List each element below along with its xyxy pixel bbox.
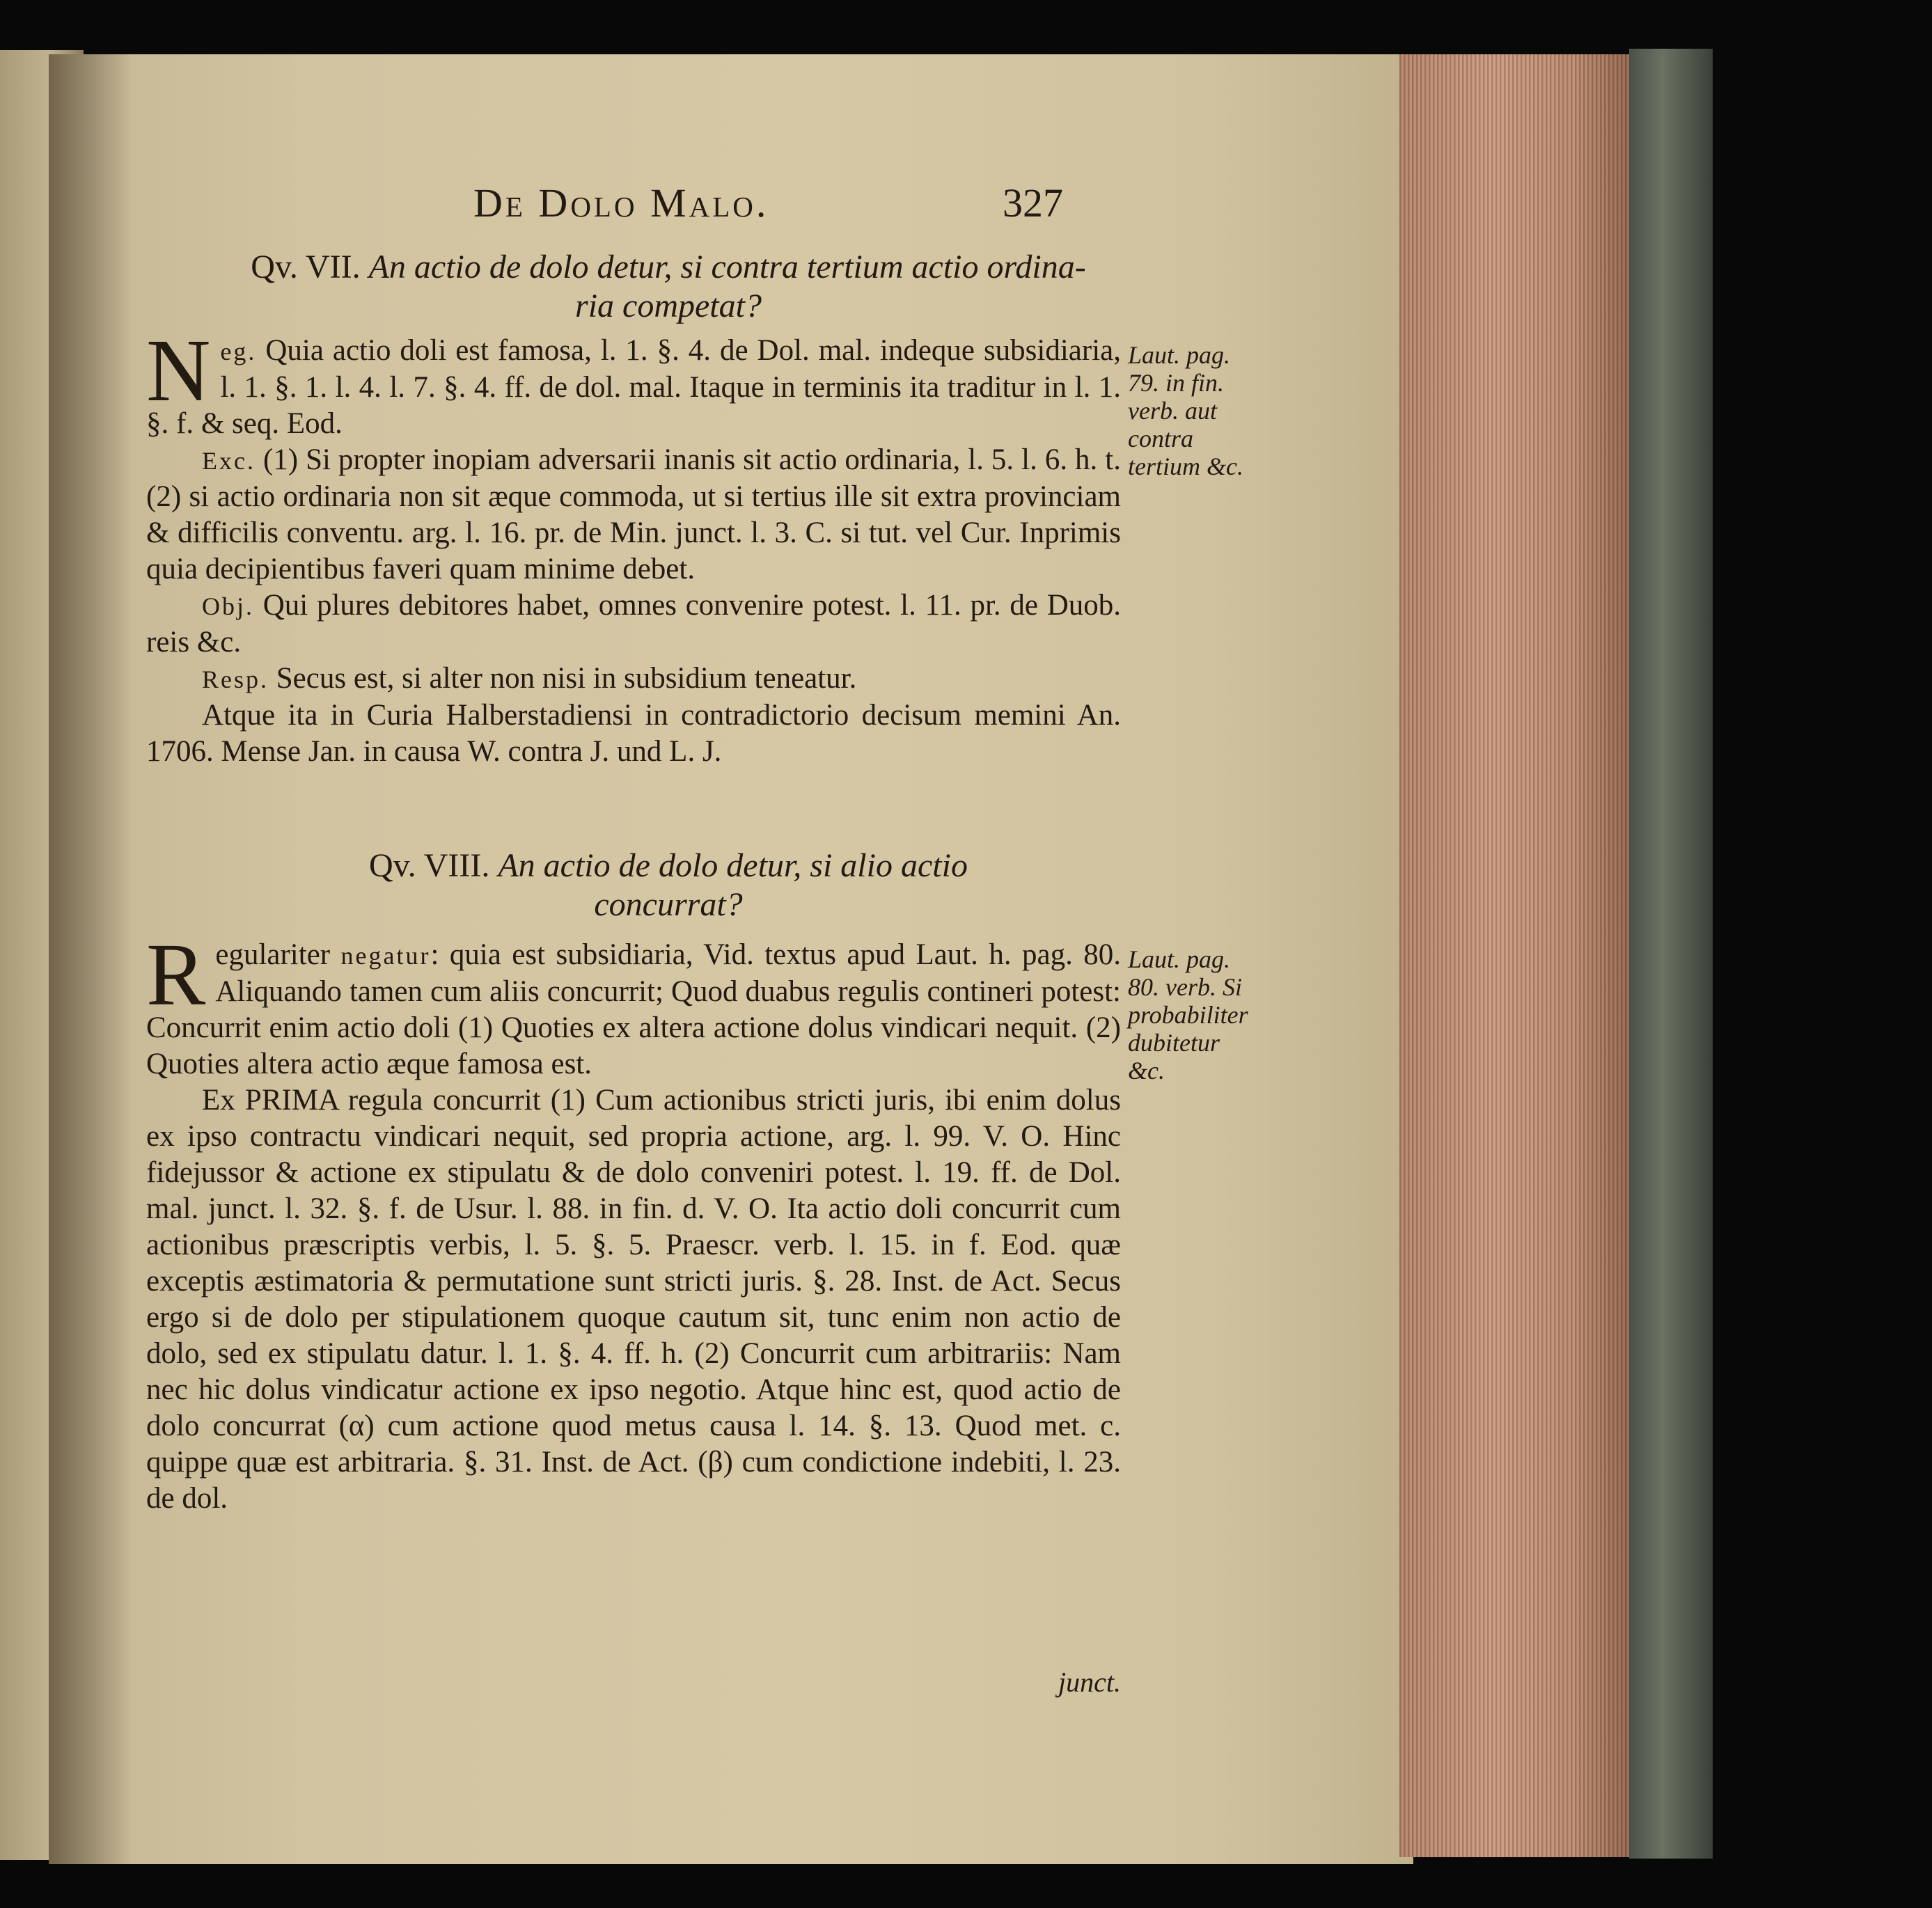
- exc-label: Exc.: [202, 447, 256, 475]
- question-8-label: Qv. VIII.: [369, 847, 490, 884]
- resp-paragraph: [146, 661, 1121, 697]
- running-head: [146, 180, 1413, 242]
- obj-label: Obj.: [202, 592, 254, 620]
- obj-text: Qui plures debitores habet, omnes convenire potest. l. 11. pr. de Duob. reis &c.: [146, 589, 1121, 659]
- resp-text: Secus est, si alter non nisi in subsidium teneatur.: [269, 662, 857, 695]
- exc-text: (1) Si propter inopiam adversarii inanis sit actio ordinaria, l. 5. l. 6. h. t. (2) si actio ordinaria non sit æque commoda, ut si tertius ille sit extra provinciam & difficilis conventu. arg. l. 16. pr. de Min. junct. l. 3. C. si tut. vel Cur. Inprimis quia decipientibus faveri quam minime debet.: [146, 443, 1121, 585]
- question-8-heading: [146, 846, 1191, 924]
- page-fore-edge: [1399, 54, 1629, 1857]
- question-8-body: [146, 925, 1121, 1517]
- question-7-title-line2: ria competat?: [575, 287, 762, 324]
- page-gutter-shadow: [49, 54, 132, 1864]
- resp-label: Resp.: [202, 665, 269, 693]
- running-title: De Dolo Malo.: [473, 180, 769, 226]
- q8-paragraph-2: Ex PRIMA regula concurrit (1) Cum actionibus stricti juris, ibi enim dolus ex ipso contractu vindicari nequit, sed propria actione, arg. l. 99. V. O. Hinc fidejussor & actione ex stipulatu & de dolo conveniri potest. l. 19. ff. de Dol. mal. junct. l. 32. §. f. de Usur. l. 88. in fin. d. V. O. Ita actio doli concurrit cum actionibus præscriptis verbis, l. 5. §. 5. Praescr. verb. l. 15. in f. Eod. quæ exceptis æstimatoria & permutatione sunt stricti juris. §. 28. Inst. de Act. Secus ergo si de dolo per stipulationem quoque cautum sit, tunc enim non actio de dolo, sed ex stipulatu datur. l. 1. §. 4. ff. h. (2) Concurrit cum arbitrariis: Nam nec hic dolus vindicatur actione ex ipso negotio. Atque hinc est, quod actio de dolo concurrat (α) cum actione quod metus causa l. 14. §. 13. Quod met. c. quippe quæ est arbitraria. §. 31. Inst. de Act. (β) cum condictione indebiti, l. 23. de dol.: [146, 1084, 1121, 1515]
- dropcap-r: R: [146, 925, 206, 1024]
- question-7-body: [146, 321, 1121, 770]
- margin-note-1: Laut. pag. 79. in fin. verb. aut contra tertium &c.: [1128, 341, 1243, 480]
- neg-paragraph: [146, 321, 1121, 442]
- q8-paragraph-1: [146, 925, 1121, 1082]
- q8-para1-start: egulariter: [215, 938, 341, 971]
- text-block: [146, 54, 1413, 1864]
- catchword: junct.: [1058, 1666, 1121, 1698]
- book-page: [49, 54, 1413, 1864]
- q8-para1-rest: : quia est subsidiaria, Vid. textus apud Laut. h. pag. 80. Aliquando tamen cum aliis concurrit; Quod duabus regulis contineri potest: Concurrit enim actio doli (1) Quoties ex altera actione dolus vindicari nequit. (2) Quoties altera actio æque famosa est.: [146, 938, 1121, 1080]
- dropcap-n: N: [146, 321, 211, 420]
- page-number: 327: [1003, 180, 1063, 226]
- book-binding: [1629, 49, 1713, 1859]
- neg-label: eg.: [220, 338, 257, 365]
- exc-paragraph: [146, 442, 1121, 588]
- question-8-title-line2: concurrat?: [594, 886, 743, 923]
- neg-text: Quia actio doli est famosa, l. 1. §. 4. de Dol. mal. indeque subsidiaria, l. 1. §. 1. l. 4. l. 7. §. 4. ff. de dol. mal. Itaque in terminis ita traditur in l. 1. §. f. & seq. Eod.: [146, 334, 1121, 440]
- closing-paragraph: Atque ita in Curia Halberstadiensi in contradictorio decisum memini An. 1706. Mense Jan. in causa W. contra J. und L. J.: [146, 699, 1121, 768]
- margin-note-2: Laut. pag. 80. verb. Si probabiliter dubitetur &c.: [1128, 945, 1248, 1085]
- question-7-title-line1: An actio de dolo detur, si contra tertium actio ordina-: [368, 249, 1086, 285]
- obj-paragraph: [146, 588, 1121, 661]
- question-7-heading: [146, 248, 1191, 326]
- negatur-label: negatur: [340, 942, 431, 970]
- question-8-title-line1: An actio de dolo detur, si alio actio: [498, 847, 968, 884]
- question-7-label: Qv. VII.: [251, 249, 361, 285]
